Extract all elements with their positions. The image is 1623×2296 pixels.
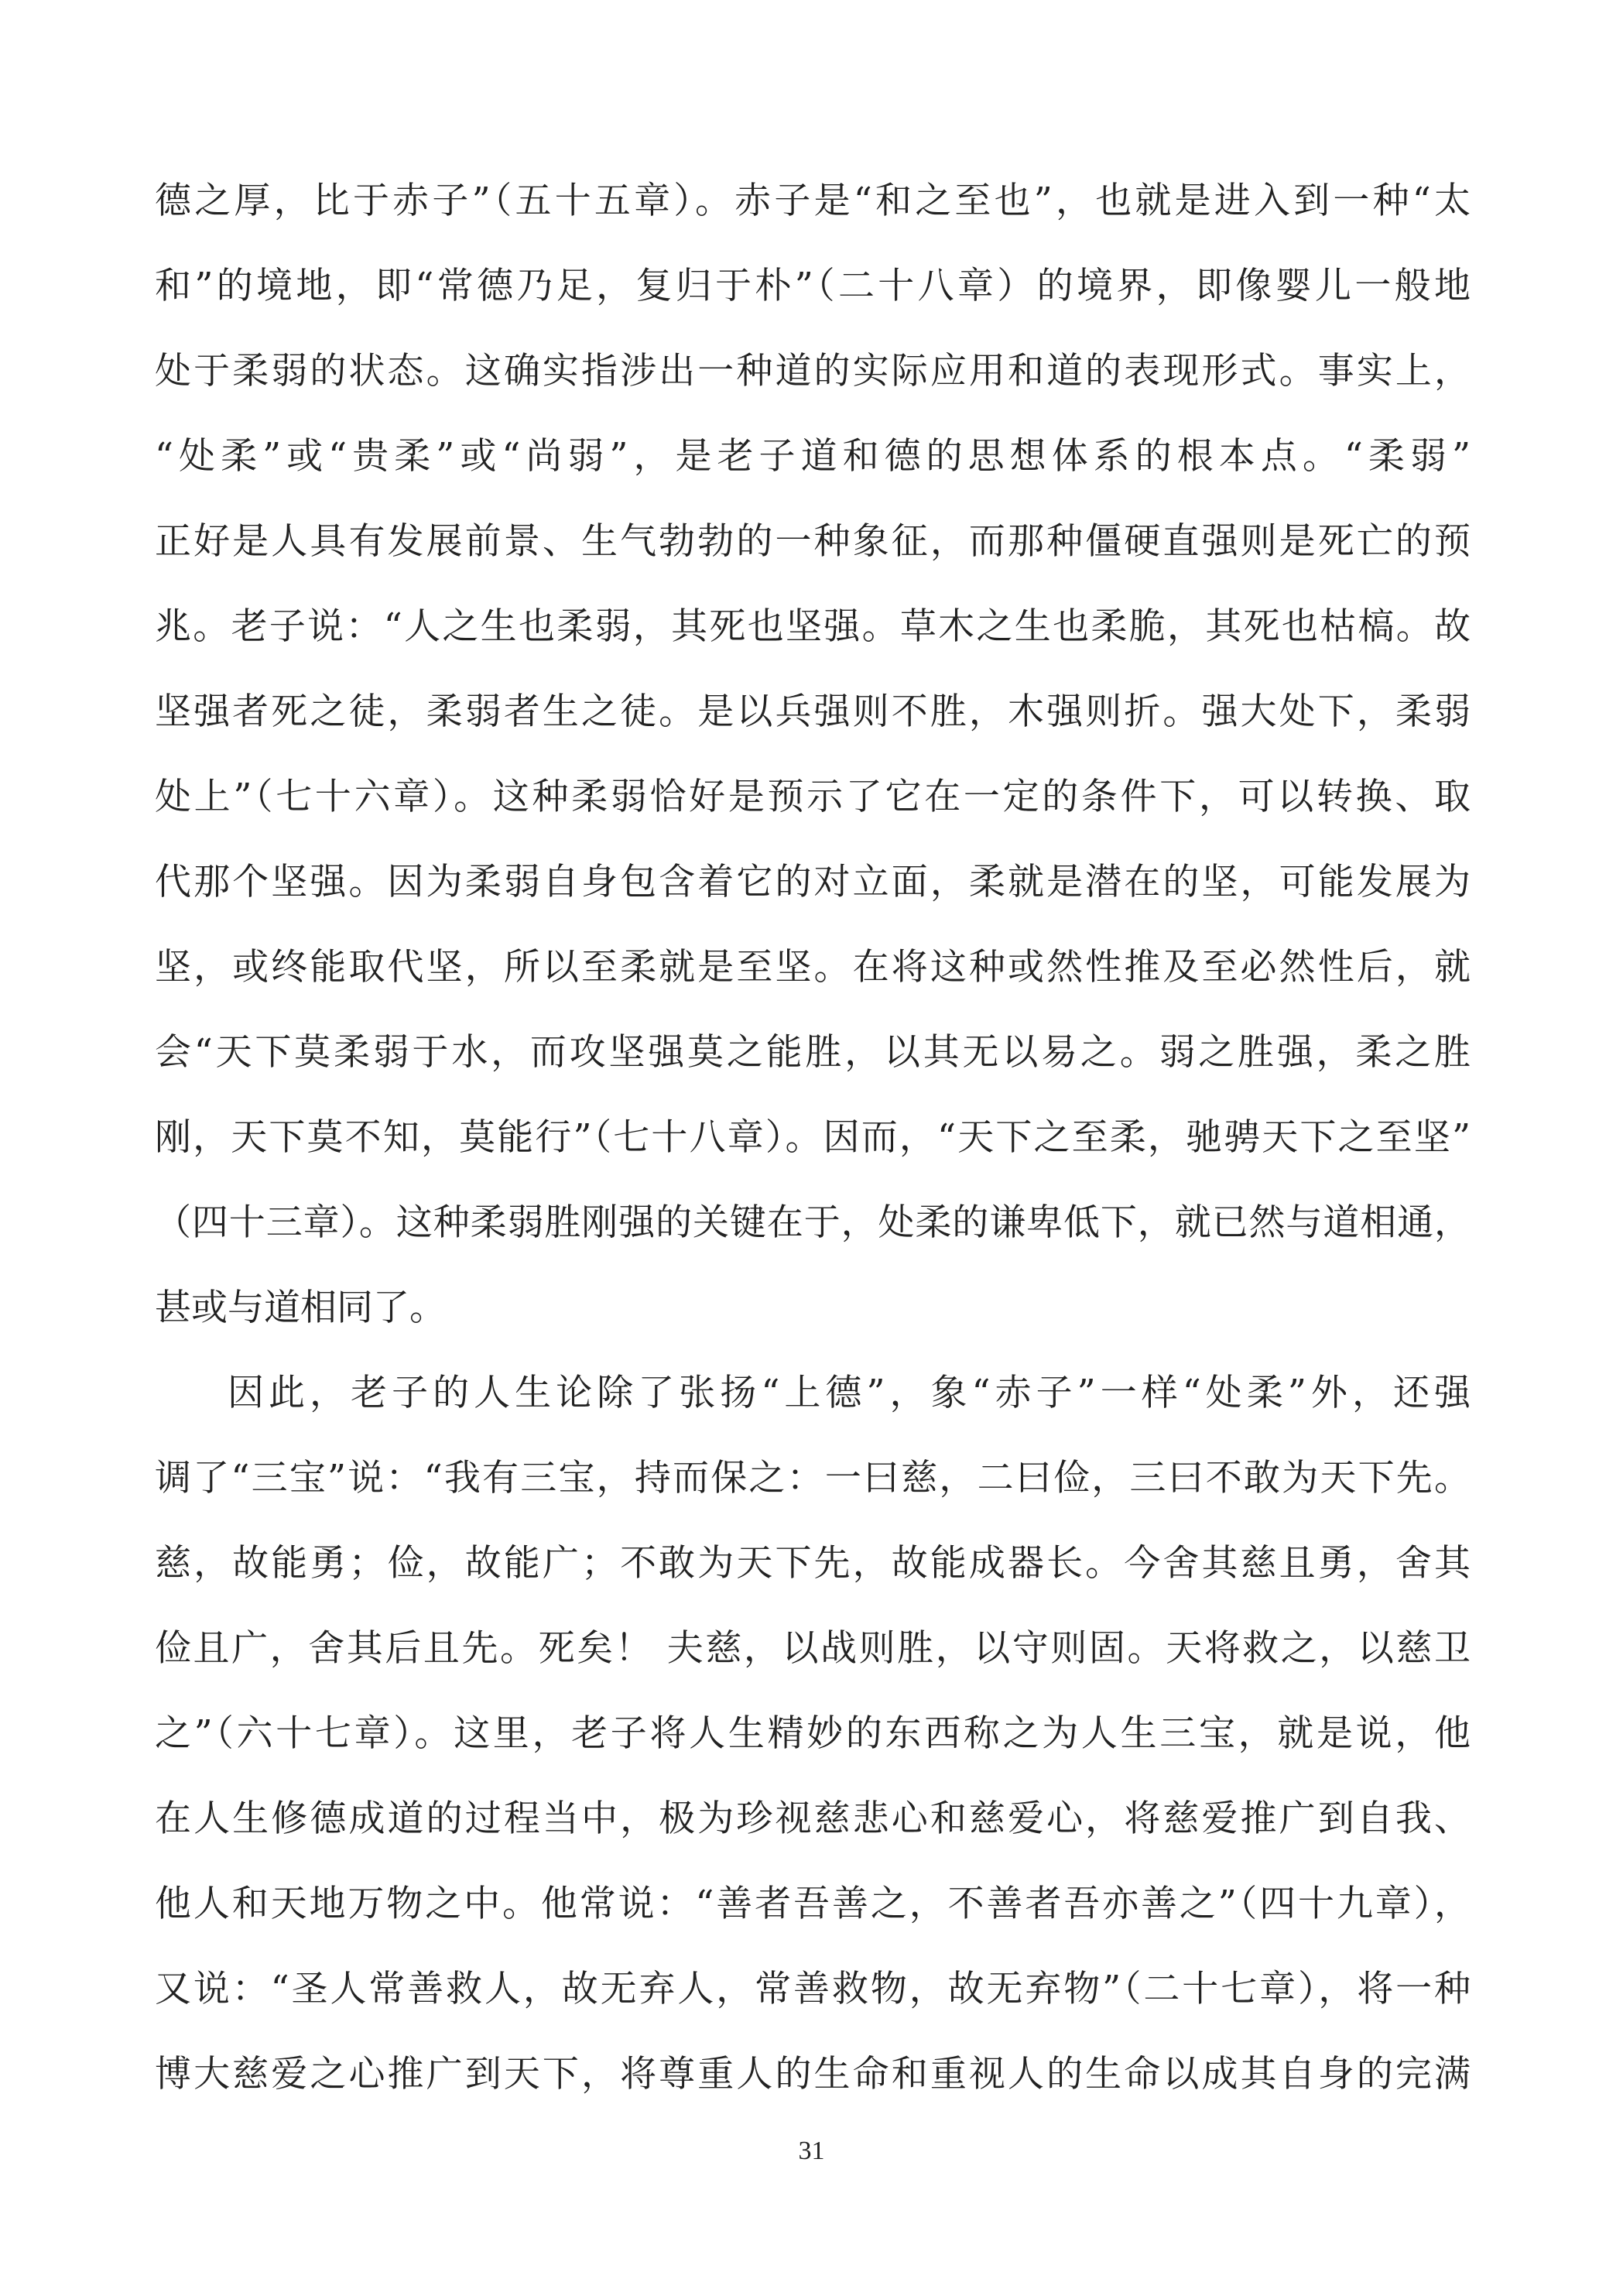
- text-line: 德之厚，比于赤子”（五十五章）。赤子是“和之至也”，也就是进入到一种“太: [155, 180, 1471, 222]
- text-line: 俭且广，舍其后且先。死矣！ 夫慈，以战则胜，以守则固。天将救之，以慈卫: [155, 1627, 1471, 1670]
- text-line: （四十三章）。这种柔弱胜刚强的关键在于，处柔的谦卑低下，就已然与道相通，: [155, 1201, 1471, 1244]
- paragraph-1: [155, 159, 1471, 1351]
- text-line: 甚或与道相同了。: [155, 1287, 446, 1329]
- text-line: 会“天下莫柔弱于水，而攻坚强莫之能胜，以其无以易之。弱之胜强，柔之胜: [155, 1031, 1471, 1074]
- text-line: 博大慈爱之心推广到天下，将尊重人的生命和重视人的生命以成其自身的完满: [155, 2053, 1471, 2096]
- text-line: 坚，或终能取代坚，所以至柔就是至坚。在将这种或然性推及至必然性后，就: [155, 946, 1471, 989]
- text-line: 兆。老子说：“人之生也柔弱，其死也坚强。草木之生也柔脆，其死也枯槁。故: [155, 605, 1471, 648]
- text-line: 代那个坚强。因为柔弱自身包含着它的对立面，柔就是潜在的坚，可能发展为: [155, 861, 1471, 903]
- text-line: 又说：“圣人常善救人，故无弃人，常善救物，故无弃物”（二十七章），将一种: [155, 1968, 1471, 2010]
- text-line: 坚强者死之徒，柔弱者生之徒。是以兵强则不胜，木强则折。强大处下，柔弱: [155, 691, 1471, 733]
- text-line: 和”的境地，即“常德乃足，复归于朴”（二十八章）的境界，即像婴儿一般地: [155, 265, 1471, 307]
- text-line: 之”（六十七章）。这里，老子将人生精妙的东西称之为人生三宝，就是说，他: [155, 1712, 1471, 1755]
- text-line: 他人和天地万物之中。他常说：“善者吾善之，不善者吾亦善之”（四十九章），: [155, 1883, 1471, 1925]
- text-line: “处柔”或“贵柔”或“尚弱”，是老子道和德的思想体系的根本点。“柔弱”: [155, 435, 1471, 478]
- text-line: 在人生修德成道的过程当中，极为珍视慈悲心和慈爱心，将慈爱推广到自我、: [155, 1797, 1471, 1840]
- text-line: 正好是人具有发展前景、生气勃勃的一种象征，而那种僵硬直强则是死亡的预: [155, 520, 1471, 563]
- text-line: 处上”（七十六章）。这种柔弱恰好是预示了它在一定的条件下，可以转换、取: [155, 776, 1471, 818]
- text-line: 调了“三宝”说：“我有三宝，持而保之：一曰慈，二曰俭，三曰不敢为天下先。: [155, 1457, 1471, 1499]
- text-line: 因此，老子的人生论除了张扬“上德”，象“赤子”一样“处柔”外，还强: [228, 1372, 1471, 1414]
- text-line: 处于柔弱的状态。这确实指涉出一种道的实际应用和道的表现形式。事实上，: [155, 350, 1471, 392]
- page-number: 31: [798, 2137, 825, 2165]
- text-line: 慈，故能勇；俭，故能广；不敢为天下先，故能成器长。今舍其慈且勇，舍其: [155, 1542, 1471, 1585]
- body-text: [155, 159, 1471, 2117]
- paragraph-2: [155, 1351, 1471, 2117]
- text-line: 刚，天下莫不知，莫能行”（七十八章）。因而，“天下之至柔，驰骋天下之至坚”: [155, 1116, 1471, 1159]
